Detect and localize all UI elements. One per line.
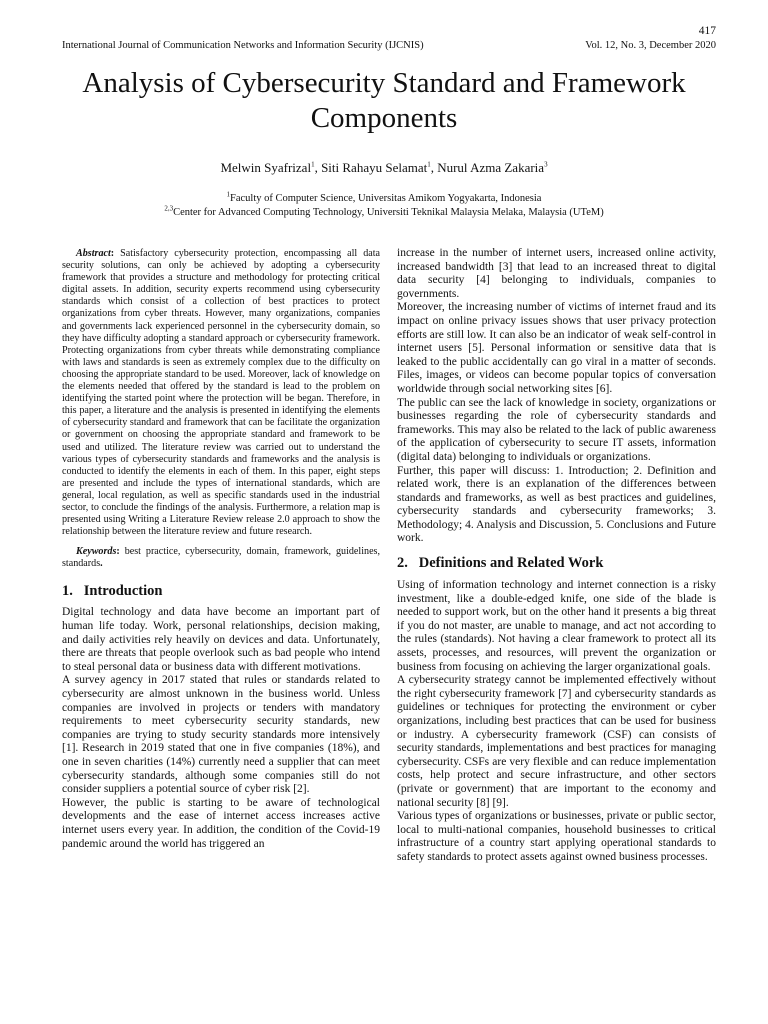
paragraph: Using of information technology and internet connection is a risky investment, like a double-edged knife, one side of the blade is needed to support work, but on the other hand it presents a big threat if you do not master, are unable to manage, and act not according to the rules (standards). Not having a clear framework to protect all its assets, processes, and resources, will prevent the organization or business from focusing on achieving the larger organizational goals. [397, 579, 716, 673]
paragraph: A cybersecurity strategy cannot be implemented effectively without the right cybersecurity framework [7] and cybersecurity standards as guidelines or techniques for protecting the environment or cyber organizations, including best practices that can be used for business or industry. A cybersecurity framework (CSF) can consists of security standards, implementations and best practices for managing cybersecurity. CSFs are very flexible and can reduce implementation costs, help protect and secure infrastructure, and other sectors (private or government) that are important to the economy and national security [8] [9]. [397, 674, 716, 809]
affiliation [40, 190, 728, 204]
author-list [40, 160, 728, 176]
paragraph: The public can see the lack of knowledge in society, organizations or businesses regarding the role of cybersecurity standards and frameworks. This may also be related to the lack of public awareness of the application of cybersecurity to secure IT assets, information (digital data) belonging to individuals or organizations. [397, 396, 716, 463]
section-heading-definitions [397, 554, 716, 572]
paper-title: Analysis of Cybersecurity Standard and Framework Components [82, 67, 686, 134]
paragraph: A survey agency in 2017 stated that rules or standards related to cybersecurity are almost unknown in the business world. Unless companies are involved in projects or tenders with mandatory requirements to meet cybersecurity security standards, new companies are trying to study security standards more intensively [1]. Research in 2019 stated that one in five companies (18%), and one in seven charities (14%) currently need a supplier that can meet cybersecurity standards, although some companies still do not consider suppliers a potential source of cyber risk [2]. [62, 674, 380, 796]
abstract-text: Satisfactory cybersecurity protection, encompassing all data security solutions, can only be achieved by adopting a cybersecurity framework that provides a structure and methodology for protecting critical digital assets. In addition, security experts recommend using cybersecurity standards which consist of a collection of best practices to protect organizations from cyber threats. However, many organizations, companies and governments lack experienced personnel in the cybersecurity domain, so they have difficulty adopting a standard approach or cybersecurity framework. Protecting organizations from cyber threats while demonstrating compliance with laws and standards is seen as extremely complex due to the difficulty on choosing the appropriate standard to be used. Moreover, lack of knowledge on the elements needed that offered by the standard is lead to the problem on identifying the started point where the protection will be began. Therefore, in this paper, a literature and the analysis is presented in identifying the elements of cybersecurity standard and framework that can be facilitate the organization or government on choosing the appropriate standard and framework to be used and utilized. The literature review was carried out to understand the various types of cybersecurity standards and frameworks and the analysis is conducted to identify the elements in each of them. In this paper, eight steps are presented and include the types of international standards, which are general, local regulation, as well as specific standards used in the industrial sector, to conclude the findings of the analysis. Furthermore, a relation map is presented using Writing a Literature Review release 2.0 approach to show the relationship between the literature review and future research. [62, 248, 380, 538]
affil-mark: 1 [226, 190, 231, 199]
paragraph: Various types of organizations or businesses, private or public sector, local to multi-national companies, household businesses to critical infrastructure of a country start applying operational standards to safety standards to protect assets against owned business processes. [397, 810, 716, 863]
paragraph: Digital technology and data have become an important part of human life today. Work, personal relationships, decision making, and daily activities rely heavily on devices and data. Unfortunately, there are threats that people overlook such as bad people who intend to steal personal data or business data with different motivations. [62, 606, 380, 673]
author-name: Siti Rahayu Selamat [321, 160, 428, 175]
paragraph: Moreover, the increasing number of victims of internet fraud and its impact on online privacy issues shows that user privacy protection efforts are still low. It can also be an indicator of weak self-control in internet users [5]. Personal information or sensitive data that is leaked to the public accidentally can go viral in a matter of seconds. Files, images, or videos can become popular topics of conversation worldwide through social networking sites [6]. [397, 301, 716, 395]
affiliation-text: Center for Advanced Computing Technology, Universiti Teknikal Malaysia Melaka, Malaysia (UTeM) [173, 207, 604, 218]
affiliation-text: Faculty of Computer Science, Universitas Amikom Yogyakarta, Indonesia [230, 193, 542, 204]
section-title: Introduction [83, 583, 163, 600]
section-heading-introduction [62, 582, 380, 600]
author-name: Melwin Syafrizal [220, 160, 312, 175]
author-separator: , [430, 160, 438, 175]
page-number: 417 [698, 25, 716, 37]
paragraph: increase in the number of internet users, increased online activity, increased bandwidth [3] that lead to an increased threat to digital data security [4] belonging to individuals, companies to governments. [397, 247, 716, 300]
author-affil-mark: 1 [311, 160, 315, 169]
author-name: Nurul Azma Zakaria [437, 160, 545, 175]
running-header [62, 40, 716, 51]
affiliation [40, 204, 728, 218]
keywords-label: Keywords [76, 546, 117, 558]
abstract [62, 248, 380, 538]
keywords [62, 546, 380, 570]
author-affil-mark: 1 [427, 160, 431, 169]
affil-mark: 2,3 [164, 204, 174, 213]
volume-issue: Vol. 12, No. 3, December 2020 [585, 40, 716, 51]
keywords-text: best practice, cybersecurity, domain, framework, guidelines, standards [62, 546, 380, 570]
section-number: 2. [397, 555, 408, 572]
right-column [397, 247, 716, 865]
abstract-sep: : [110, 248, 121, 259]
keywords-sep: : [116, 546, 125, 558]
keywords-end: . [100, 558, 103, 570]
author-affil-mark: 3 [544, 160, 548, 169]
abstract-label: Abstract [76, 248, 111, 259]
paragraph: However, the public is starting to be aware of technological developments and the ease of internet access increases active internet users every year. In addition, the condition of the Covid-19 pandemic around the world has triggered an [62, 796, 380, 850]
left-column [62, 248, 380, 851]
journal-name: International Journal of Communication Networks and Information Security (IJCNIS) [62, 40, 424, 51]
author-separator: , [314, 160, 322, 175]
section-title: Definitions and Related Work [418, 555, 604, 572]
paragraph: Further, this paper will discuss: 1. Introduction; 2. Definition and related work, there is an explanation of the differences between standards and frameworks, as well as best practices and guidelines, cybersecurity standards and cybersecurity frameworks; 3. Methodology; 4. Analysis and Discussion, 5. Conclusions and Future work. [397, 464, 716, 545]
section-number: 1. [62, 583, 73, 600]
